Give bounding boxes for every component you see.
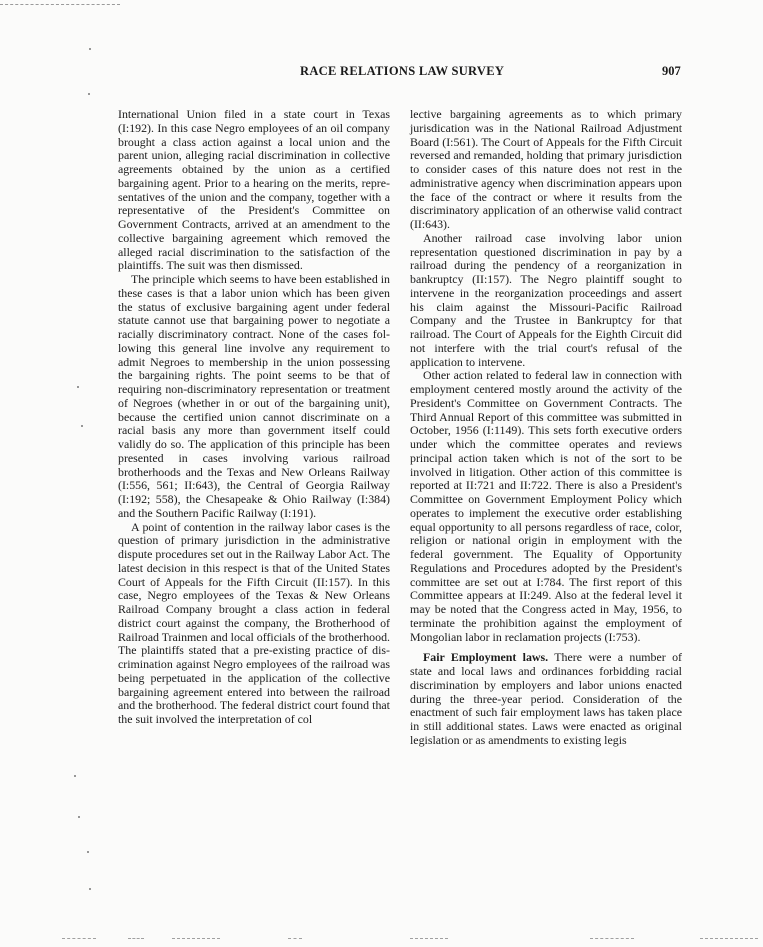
scan-speck <box>77 386 79 388</box>
scan-top-edge <box>0 4 120 5</box>
section-heading: Fair Employment laws. <box>423 650 549 665</box>
paragraph: lective bargaining agreements as to which primary jurisdication was in the National Railroad Adjustment Board (I:561). The Court of Appeals for the Fifth Circuit reversed and remanded, holding that primary jurisdiction to consider cases of this nature does not rest in the administrative agency when discrimination appears upon the face of the contract or where it results from the discriminatory application of an otherwise valid contract (II:643). <box>410 107 682 231</box>
paragraph: Another railroad case involving labor union representation questioned discrimination in pay by a railroad during the pendency of a reorganization in bankruptcy (II:157). The Negro plaintiff sought to intervene in the reorganization proceedings and assert his claim against the Missouri-Pacific Railroad Company and the Trustee in Bankruptcy for that railroad. The Court of Appeals for the Eighth Circuit did not interfere with the trial court's refusal of the application to intervene. <box>410 230 682 369</box>
scan-bottom-edge <box>410 938 448 939</box>
paragraph-body: There were a number of state and local laws and ordinances forbidding racial discrimination by employers and labor unions enacted during the three-year period. Consideration of the enactment of such fair employment laws has taken place in still additional states. Laws were enacted as original legislation or as amendments to existing legis <box>410 650 683 747</box>
scan-speck <box>89 48 91 50</box>
scan-bottom-edge <box>62 938 96 939</box>
scan-speck <box>87 851 89 853</box>
paragraph: A point of contention in the railway labor cases is the question of primary jurisdiction in the administrative dispute procedures set out in the Railway Labor Act. The latest decision in this respect is that of the United States Court of Appeals for the Fifth Circuit (II:157). In this case, Negro employees of the Texas & New Orleans Railroad Company brought a class action in federal district court against the company, the Brotherhood of Railroad Trainmen and local officials of the brotherhood. The plaintiffs stated that a pre-existing practice of discrimination against Negro employees of the railroad was being perpetuated in the application of the collective bargaining agreement entered into between the railroad and the brotherhood. The federal district court found that the suit involved the interpretation of col <box>118 519 390 726</box>
paragraph: International Union filed in a state court in Texas (I:192). In this case Negro employees of an oil company brought a class action against a local union and the parent union, alleging racial discrimination in collective agreements obtained by the union as a certified bargaining agent. Prior to a hearing on the merits, representatives of the union and the company, together with a representative of the President's Committee on Government Contracts, arrived at an amendment to the collective bargaining agreement which removed the alleged racial discrimination to the satisfaction of the plaintiffs. The suit was then dismissed. <box>118 107 390 273</box>
running-header-title: RACE RELATIONS LAW SURVEY <box>300 64 505 78</box>
scan-bottom-edge <box>700 938 758 939</box>
page-number: 907 <box>662 64 681 78</box>
scan-speck <box>88 93 90 95</box>
paragraph: Other action related to federal law in connection with employment centered mostly around the activity of the President's Committee on Government Contracts. The Third Annual Report of this committee was submitted in October, 1956 (I:1149). This sets forth executive orders under which the committee operates and reviews principal action taken which is not of the sort to be involved in litigation. Other action of this committee is reported at II:721 and II:722. There is also a President's Committee on Government Employment Policy which operates to implement the executive order establishing equal opportunity to all persons regardless of race, color, religion or national origin in employment with the federal government. The Equality of Opportunity Regulations and Procedures adopted by the President's committee are set out at I:784. The first report of this Committee appears at II:249. Also at the federal level it may be noted that the Congress acted in May, 1956, to terminate the prohibition against the employment of Mongolian labor in reclamation projects (I:753). <box>410 368 682 644</box>
right-column <box>410 108 682 748</box>
scan-bottom-edge <box>172 938 220 939</box>
scan-bottom-edge <box>288 938 302 939</box>
scan-speck <box>78 816 80 818</box>
left-column <box>118 108 390 727</box>
scan-bottom-edge <box>590 938 634 939</box>
scan-speck <box>81 425 83 427</box>
scan-bottom-edge <box>128 938 144 939</box>
scan-speck <box>89 888 91 890</box>
paragraph-fair-employment <box>410 651 682 747</box>
scan-speck <box>74 775 76 777</box>
paragraph: The principle which seems to have been established in these cases is that a labor union which has been given the status of exclusive bargaining agent under federal statute cannot use that bargaining power to negotiate a racially discriminatory contract. None of the cases following this general line involve any requirement to admit Negroes to membership in the union possessing the bargaining rights. The point seems to be that of requiring non-discriminatory representation or treatment of Negroes (whether in or out of the bargaining unit), because the certified union cannot discriminate on a racial basis any more than government itself could validly do so. The application of this principle has been presented in cases involving various railroad brotherhoods and the Texas and New Orleans Railway (I:556, 561; II:643), the Central of Georgia Railway (I:192; 558), the Chesapeake & Ohio Railway (I:384) and the Southern Pacific Railway (I:191). <box>118 272 390 520</box>
